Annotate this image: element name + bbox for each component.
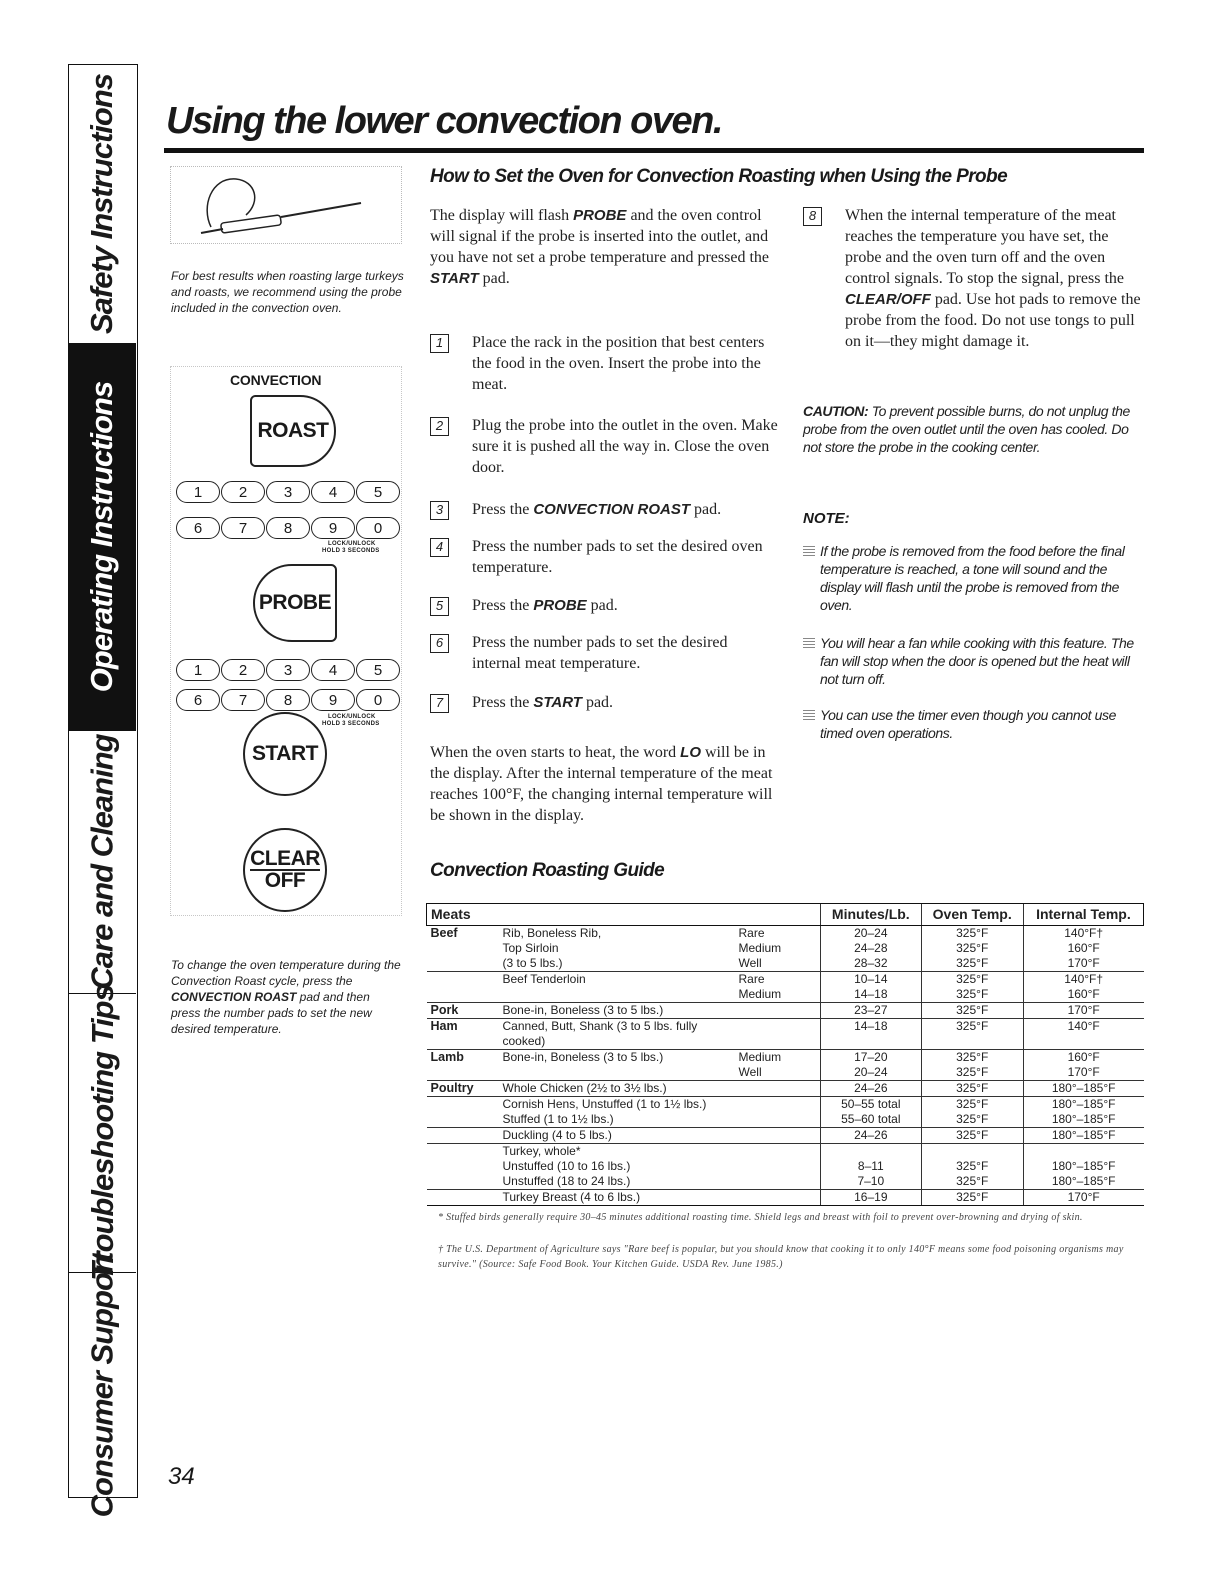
probe-illustration (170, 166, 402, 244)
table-row (427, 941, 1144, 956)
doneness-cell (735, 1081, 821, 1097)
minutes-cell: 14–18 (821, 987, 922, 1003)
col-header: Oven Temp. (921, 904, 1023, 926)
col-header: Meats (427, 904, 499, 926)
step-2: 2 Plug the probe into the outlet in the oven. Make sure it is pushed all the way in. Close the oven door. (430, 415, 780, 478)
internal-temp-cell: 180°–185°F (1023, 1128, 1143, 1144)
lock-label: LOCK/UNLOCK (328, 541, 376, 547)
meat-cell (427, 956, 499, 972)
meat-cell (427, 987, 499, 1003)
oven-temp-cell: 325°F (921, 926, 1023, 942)
minutes-cell: 20–24 (821, 1065, 922, 1081)
table-row (427, 1097, 1144, 1113)
table-row (427, 926, 1144, 942)
internal-temp-cell: 170°F (1023, 1190, 1143, 1206)
description-cell: Bone-in, Boneless (3 to 5 lbs.) (499, 1003, 735, 1019)
description-cell: (3 to 5 lbs.) (502, 956, 563, 970)
hold-label: HOLD 3 SECONDS (322, 721, 380, 727)
doneness-cell: Medium (738, 987, 782, 1001)
meat-cell: Pork (427, 1003, 499, 1019)
description-cell: Unstuffed (10 to 16 lbs.) (502, 1159, 631, 1173)
number-key-0[interactable]: 0 (356, 689, 400, 711)
page-number: 34 (168, 1463, 195, 1490)
note-item: You will hear a fan while cooking with this feature. The fan will stop when the door is opened but the heat will not turn off. (803, 634, 1143, 688)
number-pad-row (176, 517, 400, 539)
meat-cell (427, 1112, 499, 1128)
oven-temp-cell: 325°F (921, 1097, 1023, 1113)
oven-temp-cell: 325°F (921, 1050, 1023, 1066)
table-row (427, 1128, 1144, 1144)
internal-temp-cell: 140°F† (1023, 926, 1143, 942)
description-cell: Top Sirloin (502, 941, 559, 955)
minutes-cell: 28–32 (821, 956, 922, 972)
number-key-5[interactable]: 5 (356, 659, 400, 681)
oven-temp-cell: 325°F (921, 1190, 1023, 1206)
doneness-cell: Medium (735, 1050, 821, 1066)
number-key-3[interactable]: 3 (266, 659, 310, 681)
tab-operating-instructions[interactable]: Operating Instructions (69, 344, 136, 731)
doneness-cell (735, 1174, 821, 1190)
minutes-cell: 24–26 (821, 1081, 922, 1097)
step-8: 8 When the internal temperature of the meat reaches the temperature you have set, the probe and the oven turn off and the oven control signals. To stop the signal, press the CLEAR/OFF pad. Use hot pads to remove the probe from the food. Do not use tongs to pull on it—they might damage it. (803, 205, 1145, 352)
change-temp-caption: To change the oven temperature during the Convection Roast cycle, press the CONVECTION ROAST pad and then press the number pads to set the new desired temperature. (171, 958, 401, 1036)
oven-temp-cell: 325°F (921, 1065, 1023, 1081)
roasting-guide-table (426, 903, 1144, 1206)
oven-temp-cell: 325°F (921, 1003, 1023, 1019)
number-key-8[interactable]: 8 (266, 517, 310, 539)
description-cell (499, 987, 735, 1003)
title-rule (164, 148, 1144, 153)
step-3: 3 Press the CONVECTION ROAST pad. (430, 499, 780, 520)
off-label: OFF (264, 869, 306, 892)
meat-cell (427, 972, 499, 988)
internal-temp-cell (1023, 1144, 1143, 1160)
tab-consumer-support[interactable]: Consumer Support (84, 1252, 120, 1517)
doneness-cell (735, 1097, 821, 1113)
step-6: 6 Press the number pads to set the desired internal meat temperature. (430, 632, 780, 674)
description-cell: Rib, Boneless Rib, (502, 926, 602, 940)
table-row (427, 1174, 1144, 1190)
minutes-cell: 24–28 (821, 941, 922, 956)
table-row (427, 972, 1144, 988)
number-key-5[interactable]: 5 (356, 481, 400, 503)
meat-cell: Ham (427, 1019, 499, 1050)
page-title: Using the lower convection oven. (166, 100, 722, 142)
internal-temp-cell: 170°F (1023, 956, 1143, 972)
intro-paragraph: The display will flash PROBE and the oven control will signal if the probe is inserted into the outlet, and you have not set a probe temperature and pressed the START pad. (430, 207, 769, 287)
clear-off-key[interactable] (243, 828, 327, 912)
table-row (427, 1144, 1144, 1160)
oven-temp-cell: 325°F (921, 1081, 1023, 1097)
after-paragraph: When the oven starts to heat, the word LO will be in the display. After the internal temperature of the meat reaches 100°F, the changing internal temperature will be shown in the display. (430, 744, 773, 824)
minutes-cell: 17–20 (821, 1050, 922, 1066)
minutes-cell (821, 1144, 922, 1160)
bullet-icon (803, 710, 815, 720)
number-key-6[interactable]: 6 (176, 517, 220, 539)
tab-troubleshooting-tips[interactable]: Troubleshooting Tips (69, 994, 136, 1273)
description-cell: Bone-in, Boneless (3 to 5 lbs.) (499, 1050, 735, 1066)
note-heading: NOTE: (803, 510, 850, 527)
probe-key[interactable]: PROBE (253, 564, 337, 642)
description-cell (499, 1065, 735, 1081)
doneness-cell (735, 1159, 821, 1174)
doneness-cell: Well (738, 956, 762, 970)
minutes-cell: 55–60 total (821, 1112, 922, 1128)
oven-temp-cell: 325°F (921, 1019, 1023, 1050)
meat-cell: Poultry (427, 1081, 499, 1097)
roast-key[interactable]: ROAST (250, 395, 336, 467)
minutes-cell: 14–18 (821, 1019, 922, 1050)
section-heading-probe: How to Set the Oven for Convection Roasting when Using the Probe (430, 166, 1008, 187)
table-row (427, 1065, 1144, 1081)
minutes-cell: 16–19 (821, 1190, 922, 1206)
meat-cell (427, 1174, 499, 1190)
meat-probe-icon (171, 167, 403, 245)
footnote: * Stuffed birds generally require 30–45 minutes additional roasting time. Shield legs and breast with foil to prevent over-browning and drying of skin. (438, 1212, 1083, 1223)
panel-label: CONVECTION (230, 372, 322, 388)
step-4: 4 Press the number pads to set the desired oven temperature. (430, 536, 780, 578)
table-header-row (427, 904, 1144, 926)
col-header: Minutes/Lb. (821, 904, 922, 926)
minutes-cell: 8–11 (821, 1159, 922, 1174)
number-key-9[interactable]: 9 (311, 689, 355, 711)
internal-temp-cell: 140°F† (1023, 972, 1143, 988)
number-key-6[interactable]: 6 (176, 689, 220, 711)
oven-temp-cell (921, 1144, 1023, 1160)
doneness-cell: Medium (738, 941, 782, 955)
description-cell: Unstuffed (18 to 24 lbs.) (502, 1174, 631, 1188)
doneness-cell (735, 1003, 821, 1019)
minutes-cell: 10–14 (821, 972, 922, 988)
doneness-cell: Well (738, 1065, 762, 1079)
table-row (427, 1050, 1144, 1066)
doneness-cell (735, 1144, 821, 1160)
internal-temp-cell: 180°–185°F (1023, 1097, 1143, 1113)
number-pad-row (176, 689, 400, 711)
tab-care-and-cleaning[interactable]: Care and Cleaning (69, 731, 136, 994)
table-row (427, 1112, 1144, 1128)
bullet-icon (803, 546, 815, 556)
number-pad-row (176, 659, 400, 681)
number-pad-row (176, 481, 400, 503)
oven-temp-cell: 325°F (921, 1174, 1023, 1190)
footnote: † The U.S. Department of Agriculture says "Rare beef is popular, but you should know that cooking it to only 140°F means some food poisoning organisms may survive." (Source: Safe Food Book. Your Kitchen Guide. USDA Rev. June 1985.) (438, 1244, 1124, 1270)
clear-label: CLEAR (250, 847, 320, 870)
lock-label: LOCK/UNLOCK (328, 714, 376, 720)
step-5: 5 Press the PROBE pad. (430, 595, 780, 616)
table-row (427, 1190, 1144, 1206)
meat-cell (427, 1144, 499, 1160)
section-heading-guide: Convection Roasting Guide (430, 860, 665, 881)
step-7: 7 Press the START pad. (430, 692, 780, 713)
probe-caption: For best results when roasting large turkeys and roasts, we recommend using the probe included in the convection oven. (171, 269, 404, 315)
oven-temp-cell: 325°F (921, 1112, 1023, 1128)
doneness-cell: Rare (738, 926, 765, 940)
meat-cell (427, 1097, 499, 1113)
minutes-cell: 23–27 (821, 1003, 922, 1019)
number-key-9[interactable]: 9 (311, 517, 355, 539)
number-key-2[interactable]: 2 (221, 481, 265, 503)
meat-cell: Beef (430, 926, 458, 940)
meat-cell (427, 1190, 499, 1206)
bullet-icon (803, 638, 815, 648)
number-key-1[interactable]: 1 (176, 659, 220, 681)
table-row (427, 1003, 1144, 1019)
internal-temp-cell: 160°F (1023, 1050, 1143, 1066)
oven-temp-cell: 325°F (921, 1128, 1023, 1144)
description-cell: Duckling (4 to 5 lbs.) (499, 1128, 735, 1144)
description-cell: Stuffed (1 to 1½ lbs.) (502, 1112, 614, 1126)
table-row (427, 987, 1144, 1003)
note-item: If the probe is removed from the food before the final temperature is reached, a tone will sound and the display will flash until the probe is removed from the oven. (803, 542, 1143, 614)
description-cell: Turkey Breast (4 to 6 lbs.) (499, 1190, 735, 1206)
minutes-cell: 7–10 (821, 1174, 922, 1190)
table-row (427, 1159, 1144, 1174)
internal-temp-cell: 160°F (1023, 987, 1143, 1003)
table-row (427, 1019, 1144, 1050)
col-header (499, 904, 821, 926)
side-tab-bar (68, 64, 138, 1517)
meat-cell (427, 1065, 499, 1081)
oven-temp-cell: 325°F (921, 987, 1023, 1003)
number-key-7[interactable]: 7 (221, 517, 265, 539)
oven-temp-cell: 325°F (921, 1159, 1023, 1174)
start-key[interactable]: START (243, 712, 327, 796)
internal-temp-cell: 180°–185°F (1023, 1159, 1143, 1174)
doneness-cell (735, 1128, 821, 1144)
number-key-0[interactable]: 0 (356, 517, 400, 539)
number-key-1[interactable]: 1 (176, 481, 220, 503)
meat-cell: Lamb (427, 1050, 499, 1066)
table-row (427, 956, 1144, 972)
meat-cell (427, 941, 499, 956)
meat-cell (427, 1159, 499, 1174)
minutes-cell: 20–24 (821, 926, 922, 942)
doneness-cell (735, 1112, 821, 1128)
caution-text: CAUTION: To prevent possible burns, do not unplug the probe from the oven outlet until the oven has cooled. Do not store the probe in the cooking center. (803, 403, 1130, 455)
internal-temp-cell: 170°F (1023, 1003, 1143, 1019)
description-cell: Canned, Butt, Shank (3 to 5 lbs. fully cooked) (499, 1019, 735, 1050)
oven-temp-cell: 325°F (921, 972, 1023, 988)
number-key-4[interactable]: 4 (311, 481, 355, 503)
minutes-cell: 24–26 (821, 1128, 922, 1144)
doneness-cell (735, 1190, 821, 1206)
meat-cell (427, 1128, 499, 1144)
doneness-cell: Rare (735, 972, 821, 988)
internal-temp-cell: 160°F (1023, 941, 1143, 956)
minutes-cell: 50–55 total (821, 1097, 922, 1113)
number-key-8[interactable]: 8 (266, 689, 310, 711)
tab-safety-instructions[interactable]: Safety Instructions (69, 65, 136, 344)
internal-temp-cell: 180°–185°F (1023, 1112, 1143, 1128)
number-key-7[interactable]: 7 (221, 689, 265, 711)
hold-label: HOLD 3 SECONDS (322, 548, 380, 554)
doneness-cell (735, 1019, 821, 1050)
oven-temp-cell: 325°F (921, 956, 1023, 972)
col-header: Internal Temp. (1023, 904, 1143, 926)
internal-temp-cell: 170°F (1023, 1065, 1143, 1081)
internal-temp-cell: 180°–185°F (1023, 1081, 1143, 1097)
description-cell: Beef Tenderloin (499, 972, 735, 988)
description-cell: Whole Chicken (2½ to 3½ lbs.) (499, 1081, 735, 1097)
internal-temp-cell: 140°F (1023, 1019, 1143, 1050)
number-key-2[interactable]: 2 (221, 659, 265, 681)
step-1: 1 Place the rack in the position that best centers the food in the oven. Insert the probe into the meat. (430, 332, 780, 395)
description-cell: Turkey, whole* (499, 1144, 735, 1160)
note-item: You can use the timer even though you cannot use timed oven operations. (803, 706, 1143, 742)
number-key-4[interactable]: 4 (311, 659, 355, 681)
number-key-3[interactable]: 3 (266, 481, 310, 503)
table-row (427, 1081, 1144, 1097)
description-cell: Cornish Hens, Unstuffed (1 to 1½ lbs.) (499, 1097, 735, 1113)
internal-temp-cell: 180°–185°F (1023, 1174, 1143, 1190)
oven-temp-cell: 325°F (921, 941, 1023, 956)
